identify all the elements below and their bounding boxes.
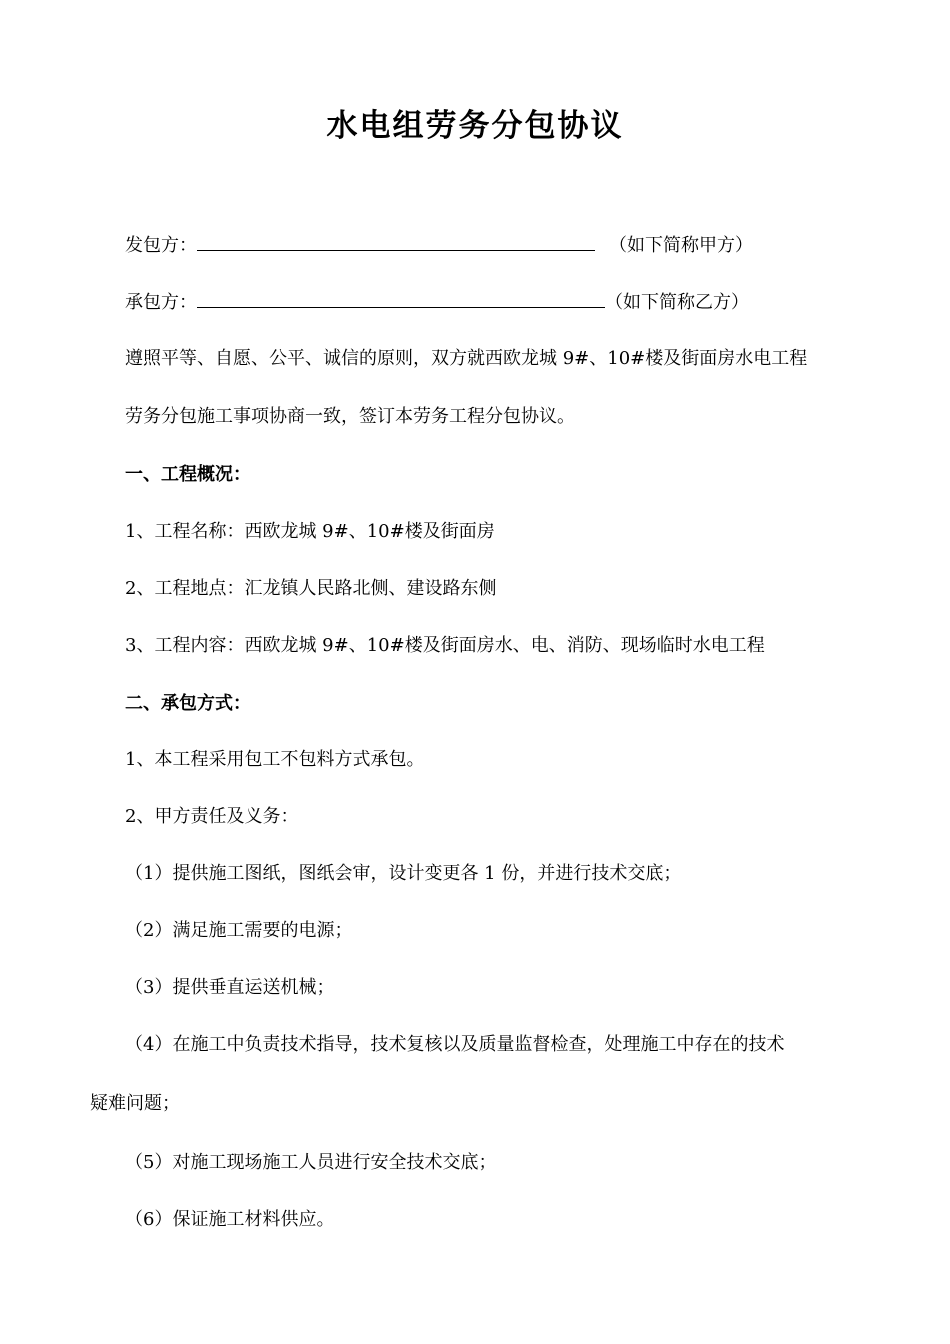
duty-2: （2）满足施工需要的电源； xyxy=(125,920,353,941)
duty-3: （3）提供垂直运送机械； xyxy=(125,977,335,998)
duty-5: （5）对施工现场施工人员进行安全技术交底； xyxy=(125,1152,497,1173)
section2-item2: 2、甲方责任及义务： xyxy=(125,806,299,827)
section2-heading: 二、承包方式： xyxy=(125,693,251,714)
section1-item-content: 3、工程内容：西欧龙城 9#、10#楼及街面房水、电、消防、现场临时水电工程 xyxy=(125,635,765,656)
party-b-note: （如下简称乙方） xyxy=(605,292,749,313)
section1-item-location: 2、工程地点：汇龙镇人民路北侧、建设路东侧 xyxy=(125,578,497,599)
party-b-blank[interactable] xyxy=(197,289,605,308)
duty-4-continued: 疑难问题； xyxy=(90,1093,180,1114)
party-a-line xyxy=(125,232,753,258)
section2-item1: 1、本工程采用包工不包料方式承包。 xyxy=(125,749,425,770)
section1-item-name: 1、工程名称：西欧龙城 9#、10#楼及街面房 xyxy=(125,521,495,542)
party-b-label: 承包方： xyxy=(125,292,197,313)
duty-6: （6）保证施工材料供应。 xyxy=(125,1209,335,1230)
party-a-blank[interactable] xyxy=(197,232,595,251)
party-a-note: （如下简称甲方） xyxy=(609,235,753,256)
duty-4: （4）在施工中负责技术指导，技术复核以及质量监督检查，处理施工中存在的技术 xyxy=(125,1034,785,1055)
party-b-line xyxy=(125,289,749,315)
intro-line-2: 劳务分包施工事项协商一致，签订本劳务工程分包协议。 xyxy=(125,406,575,427)
duty-1: （1）提供施工图纸，图纸会审，设计变更各 1 份，并进行技术交底； xyxy=(125,863,682,884)
section1-heading: 一、工程概况： xyxy=(125,464,251,485)
document-title: 水电组劳务分包协议 xyxy=(326,108,624,144)
party-a-label: 发包方： xyxy=(125,235,197,256)
intro-line-1: 遵照平等、自愿、公平、诚信的原则，双方就西欧龙城 9#、10#楼及街面房水电工程 xyxy=(125,348,808,369)
